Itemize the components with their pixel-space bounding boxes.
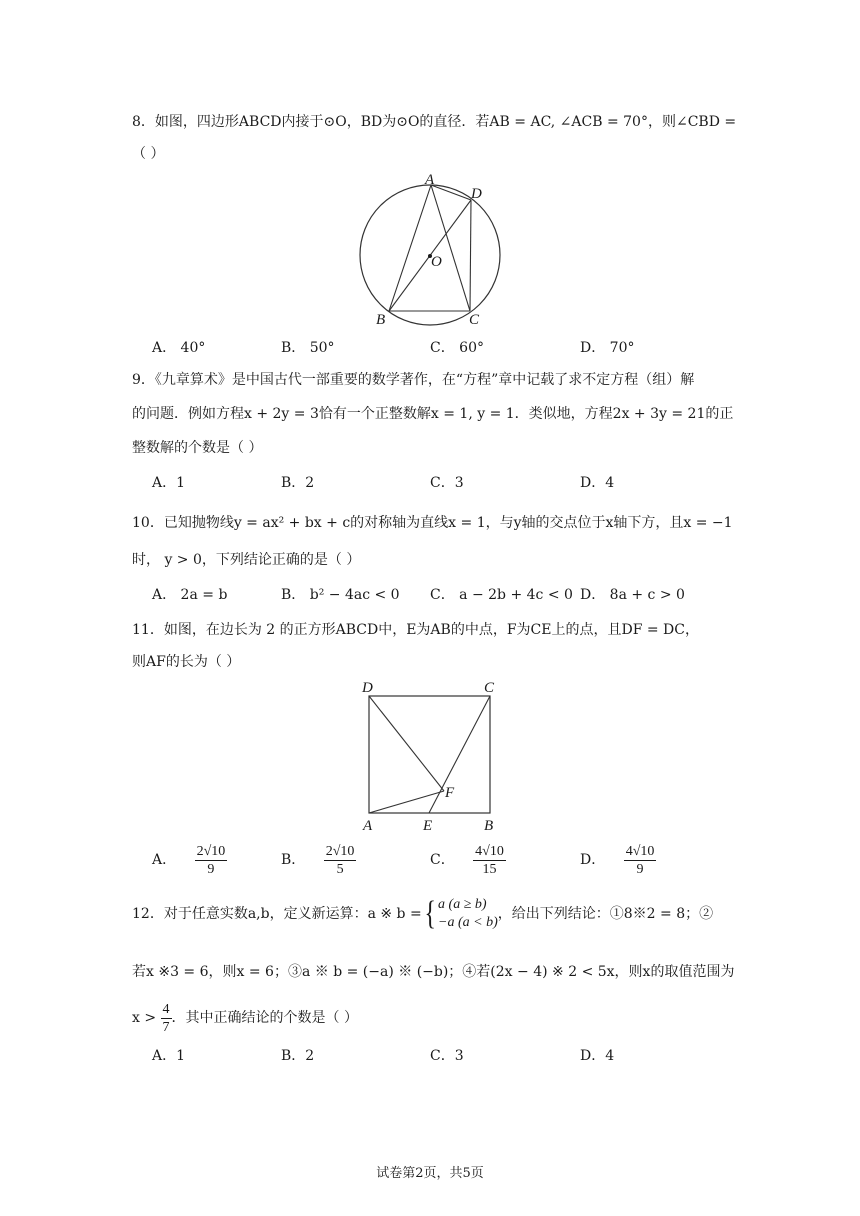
q12-fraction: [161, 1001, 172, 1036]
q12-line3: [132, 998, 358, 1038]
fraction-numerator: 4√10: [625, 843, 655, 859]
q9-option-a: A．1: [152, 475, 186, 491]
fraction-denominator: 7: [162, 1019, 170, 1035]
fraction-numerator: 2√10: [196, 843, 226, 859]
q8-option-b: B． 50°: [281, 340, 335, 356]
q11-label-a: A: [363, 818, 373, 834]
fraction-numerator: 4: [162, 1001, 170, 1017]
q12-line3-pre: x >: [132, 1010, 157, 1026]
q10-option-d: D． 8a + c > 0: [580, 587, 685, 603]
q10-option-c: C． a − 2b + 4c < 0: [430, 587, 573, 603]
q8-label-o: O: [431, 254, 442, 270]
q8-option-c: C． 60°: [430, 340, 484, 356]
q9-line2: 的问题．例如方程x + 2y = 3恰有一个正整数解x = 1, y = 1．类似地，方程2x + 3y = 21的正: [132, 406, 734, 422]
q12-option-c: C．3: [430, 1048, 464, 1064]
q9-line1: 9．《九章算术》是中国古代一部重要的数学著作，在“方程”章中记载了求不定方程（组）解: [132, 372, 695, 388]
option-label: D．: [580, 852, 606, 868]
q8-option-a: A． 40°: [152, 340, 206, 356]
option-label: A．: [152, 852, 177, 868]
q10-line1: 10．已知抛物线y = ax² + bx + c的对称轴为直线x = 1，与y轴的交点位于x轴下方，且x = −1: [132, 515, 733, 531]
q11-label-f: F: [445, 785, 455, 801]
option-fraction: [473, 843, 506, 878]
q8-label-b: B: [376, 312, 386, 328]
page-footer: 试卷第2页，共5页: [376, 1166, 484, 1181]
option-label: B．: [281, 852, 306, 868]
q11-line1: 11．如图，在边长为 2 的正方形ABCD中，E为AB的中点，F为CE上的点，且DF = DC，: [132, 622, 699, 638]
q12-option-a: A．1: [152, 1048, 186, 1064]
q11-option-d: [580, 842, 656, 878]
q11-square-figure: [355, 676, 505, 836]
option-fraction: [195, 843, 228, 878]
option-fraction: [324, 843, 357, 878]
fraction-denominator: 9: [636, 861, 644, 877]
q8-label-d: D: [471, 186, 482, 202]
piecewise-cases: [438, 896, 498, 932]
q8-line2: （ ）: [132, 146, 165, 162]
q8-circle-figure: [350, 170, 510, 330]
q11-label-c: C: [484, 680, 495, 696]
left-brace: {: [424, 895, 436, 932]
option-label: C．: [430, 852, 455, 868]
q9-option-d: D．4: [580, 475, 615, 491]
case-2: −a (a < b): [438, 915, 498, 930]
q10-option-b: B． b² − 4ac < 0: [281, 587, 400, 603]
q11-option-b: [281, 842, 356, 878]
q12-option-d: D．4: [580, 1048, 615, 1064]
option-fraction: [624, 843, 657, 878]
q12-line2: 若x ※3 = 6，则x = 6；③a ※ b = (−a) ※ (−b)；④若(2x − 4) ※ 2 < 5x，则x的取值范围为: [132, 964, 735, 980]
q11-line2: 则AF的长为（ ）: [132, 654, 241, 670]
fraction-denominator: 15: [482, 861, 497, 877]
fraction-numerator: 4√10: [475, 843, 504, 859]
q8-option-d: D． 70°: [580, 340, 635, 356]
fraction-numerator: 2√10: [325, 843, 355, 859]
q8-label-c: C: [469, 312, 480, 328]
q12-line1-pre: 12．对于任意实数a,b，定义新运算：a ※ b =: [132, 906, 422, 922]
fraction-denominator: 9: [207, 861, 215, 877]
q12-option-b: B．2: [281, 1048, 315, 1064]
fraction-denominator: 5: [336, 861, 344, 877]
q8-label-a: A: [425, 172, 435, 188]
q11-label-d: D: [362, 680, 373, 696]
q11-label-b: B: [484, 818, 494, 834]
case-1: a (a ≥ b): [438, 897, 487, 912]
q9-option-c: C．3: [430, 475, 464, 491]
q12-line1-post: ，给出下列结论：①8※2 = 8；②: [497, 906, 714, 922]
q9-option-b: B．2: [281, 475, 315, 491]
q12-line3-post: ．其中正确结论的个数是（ ）: [171, 1010, 358, 1026]
q10-line2: 时， y > 0，下列结论正确的是（ ）: [132, 552, 361, 568]
q10-option-a: A． 2a = b: [152, 587, 228, 603]
q12-line1: [132, 894, 713, 934]
q9-line3: 整数解的个数是（ ）: [132, 440, 263, 456]
q11-option-c: [430, 842, 506, 878]
q11-option-a: [152, 842, 227, 878]
q8-line1: 8．如图，四边形ABCD内接于⊙O，BD为⊙O的直径．若AB = AC, ∠ACB = 70°，则∠CBD =: [132, 114, 737, 130]
q11-label-e: E: [423, 818, 433, 834]
